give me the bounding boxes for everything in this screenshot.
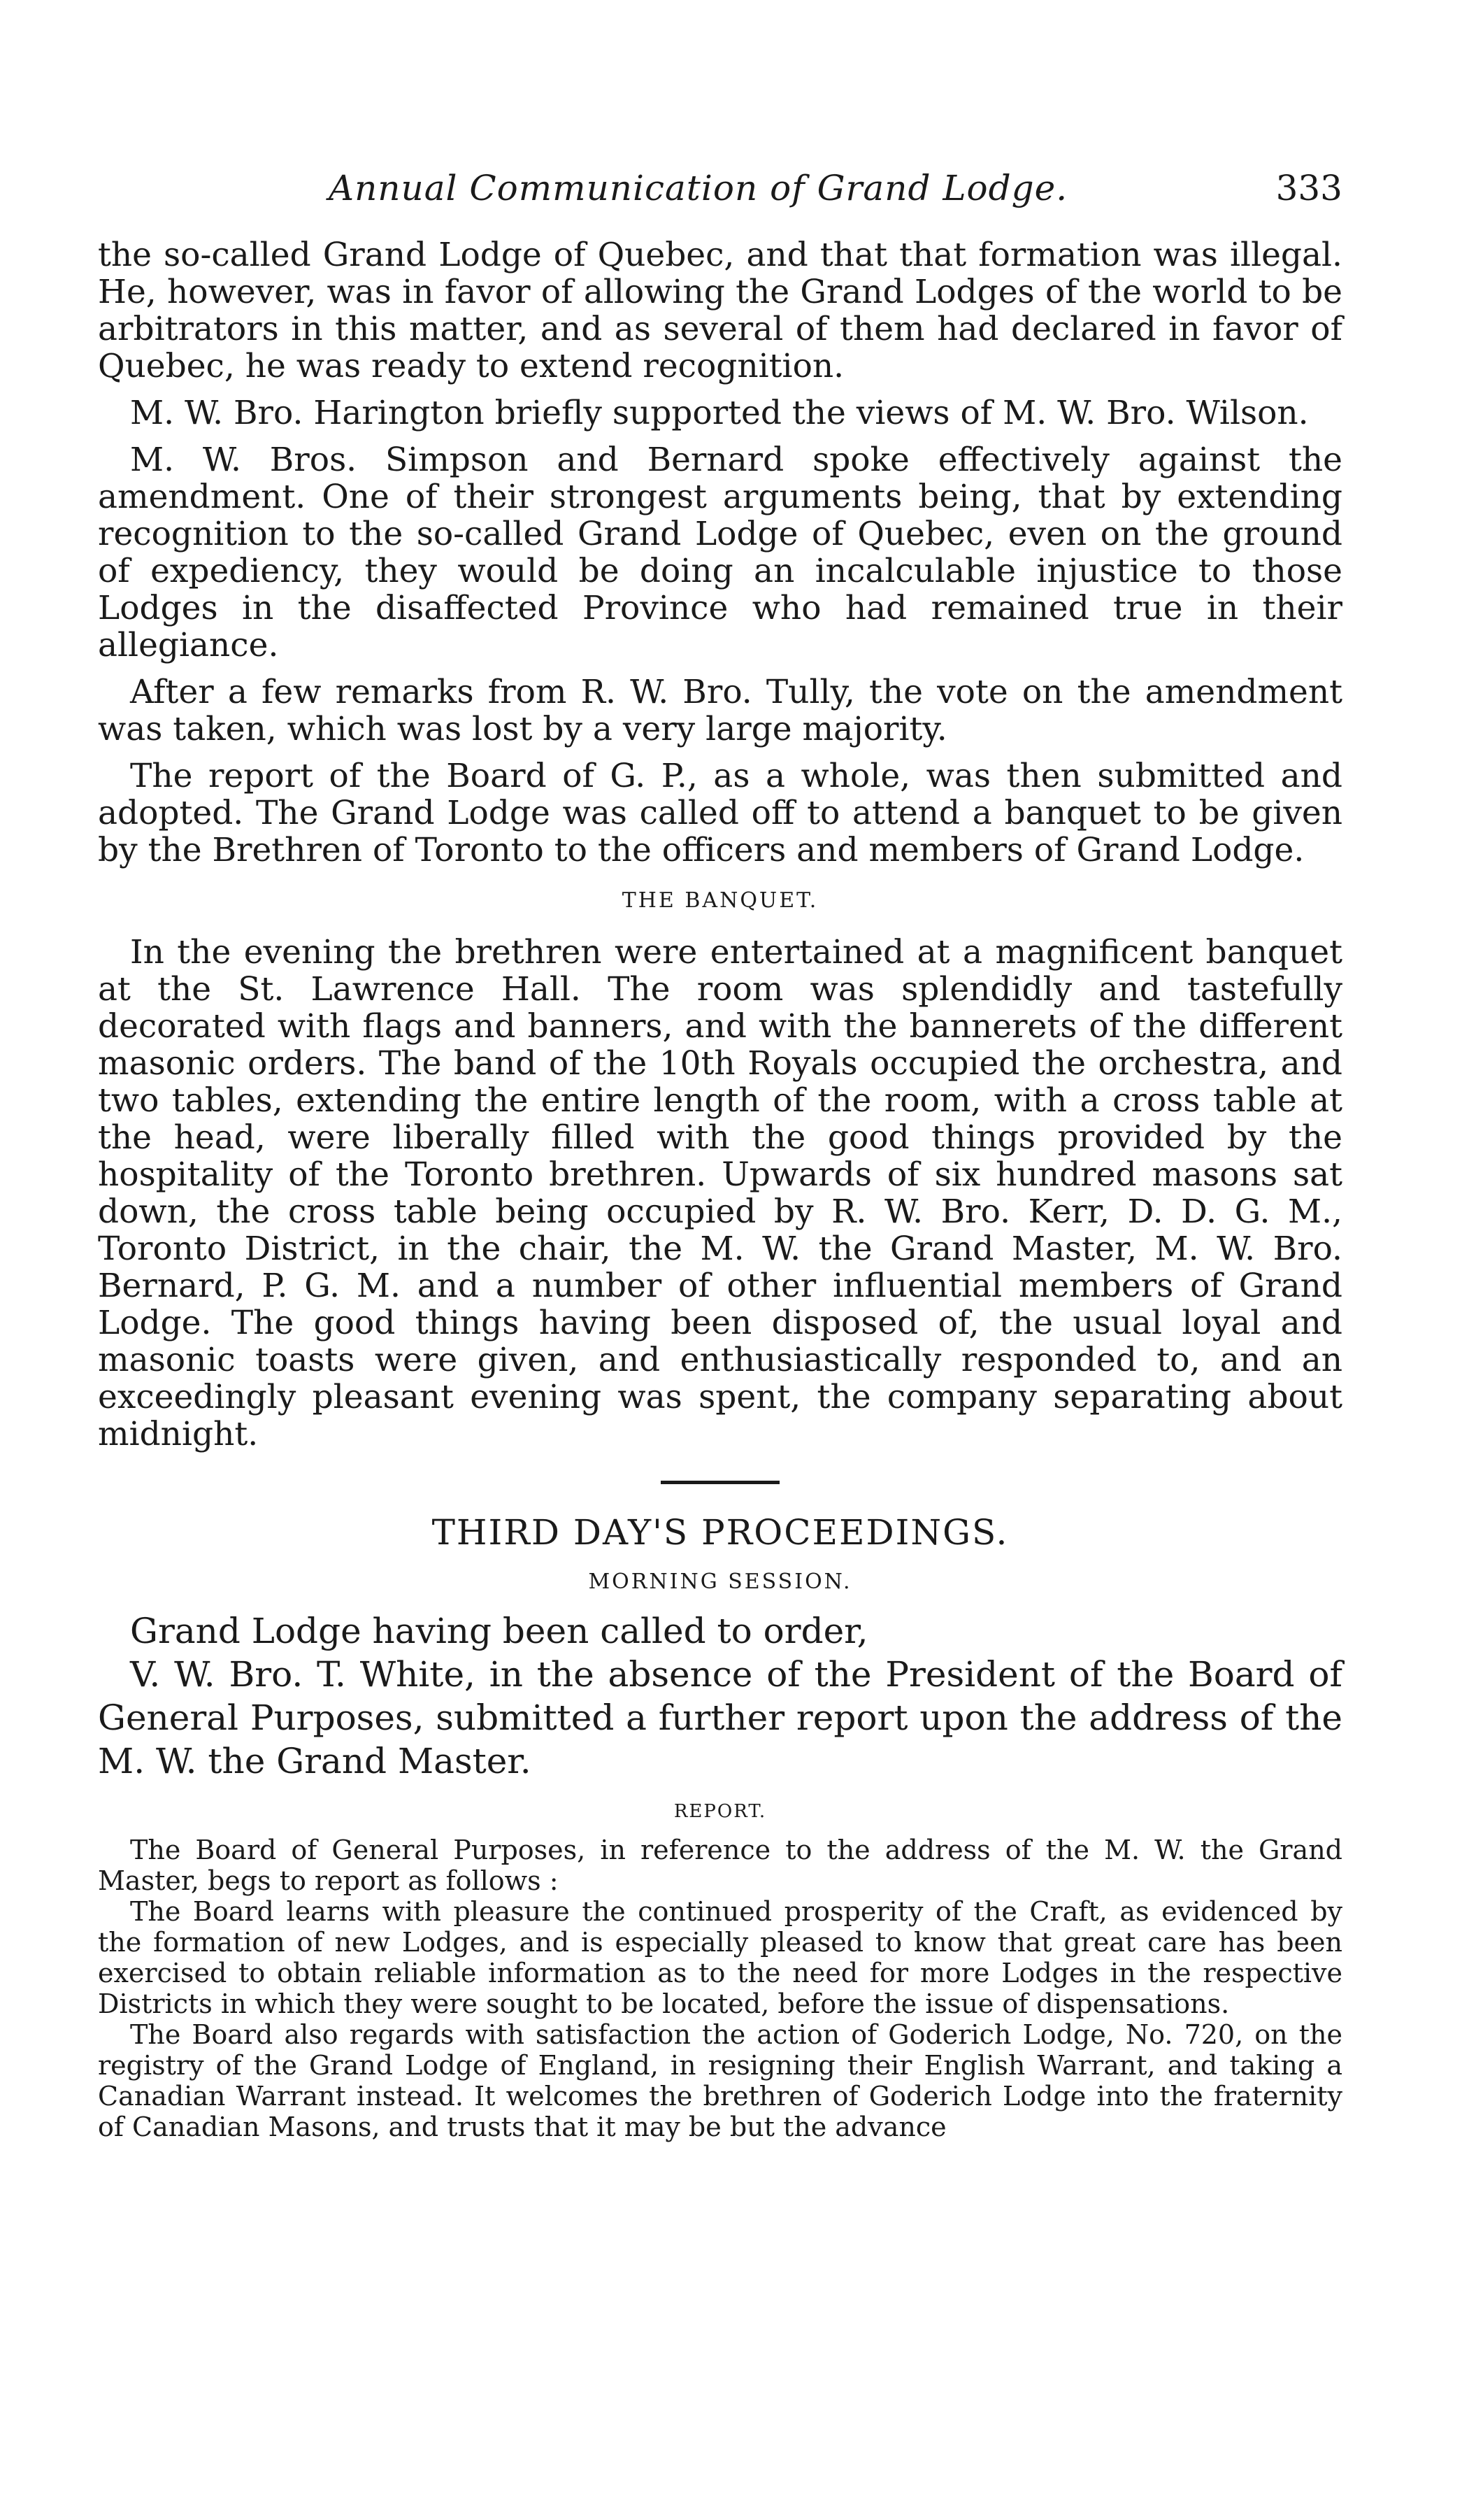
continued-paragraph: the so-called Grand Lodge of Quebec, and that that formation was illegal. He, however, was in favor of allowing the Grand Lodges of the world to be arbitrators in this matter, and as several of them had declared in favor of Quebec, he was ready to extend recognition. bbox=[98, 236, 1342, 385]
paragraph-harington: M. W. Bro. Harington briefly supported the views of M. W. Bro. Wilson. bbox=[130, 394, 1309, 432]
running-title: Annual Communication of Grand Lodge. bbox=[329, 168, 1068, 208]
paragraph-simpson-bernard: M. W. Bros. Simpson and Bernard spoke effectively against the amendment. One of their strongest arguments being, that by extending recognition to the so-called Grand Lodge of Quebec, even on the ground of expediency, they would be doing an incalculable injustice to those Lodges in the disaffected Province who had remained true in their allegiance. bbox=[98, 441, 1342, 664]
called-to-order-paragraph: Grand Lodge having been called to order, bbox=[130, 1611, 868, 1651]
paragraph-tully-vote: After a few remarks from R. W. Bro. Tully, the vote on the amendment was taken, which was lost by a very large majority. bbox=[98, 673, 1342, 748]
running-header bbox=[98, 168, 1342, 224]
section-divider bbox=[661, 1481, 780, 1484]
page-number: 333 bbox=[1275, 168, 1342, 208]
report-paragraph-prosperity: The Board learns with pleasure the continued prosperity of the Craft, as evidenced by the formation of new Lodges, and is especially pleased to know that great care has been exercised to obtain reliable information as to the need for more Lodges in the respective Districts in which they were sought to be located, before the issue of dispensations. bbox=[98, 1896, 1342, 2019]
banquet-heading: THE BANQUET. bbox=[622, 888, 819, 913]
document-page bbox=[98, 168, 1342, 2142]
white-report-paragraph: V. W. Bro. T. White, in the absence of the President of the Board of General Purposes, submitted a further report upon the address of the M. W. the Grand Master. bbox=[98, 1654, 1342, 1781]
report-heading: REPORT. bbox=[673, 1801, 767, 1822]
paragraph-report-adopted: The report of the Board of G. P., as a whole, was then submitted and adopted. The Grand Lodge was called off to attend a banquet to be given by the Brethren of Toronto to the officers and members of Grand Lodge. bbox=[98, 757, 1342, 869]
report-paragraph-intro: The Board of General Purposes, in reference to the address of the M. W. the Grand Master, begs to report as follows : bbox=[98, 1835, 1342, 1896]
report-paragraph-goderich: The Board also regards with satisfaction the action of Goderich Lodge, No. 720, on the registry of the Grand Lodge of England, in resigning their English Warrant, and taking a Canadian Warrant instead. It welcomes the brethren of Goderich Lodge into the fraternity of Canadian Masons, and trusts that it may be but the advance bbox=[98, 2019, 1342, 2142]
banquet-paragraph: In the evening the brethren were entertained at a magnificent banquet at the St. Lawrence Hall. The room was splendidly and tastefully decorated with flags and banners, and with the bannerets of the different masonic orders. The band of the 10th Royals occupied the orchestra, and two tables, extending the entire length of the room, with a cross table at the head, were liberally filled with the good things provided by the hospitality of the Toronto brethren. Upwards of six hundred masons sat down, the cross table being occupied by R. W. Bro. Kerr, D. D. G. M., Toronto District, in the chair, the M. W. the Grand Master, M. W. Bro. Bernard, P. G. M. and a number of other influential members of Grand Lodge. The good things having been disposed of, the usual loyal and masonic toasts were given, and enthusiastically responded to, and an exceedingly pleasant evening was spent, the company separating about midnight. bbox=[98, 933, 1342, 1453]
third-day-heading: THIRD DAY'S PROCEEDINGS. bbox=[431, 1512, 1009, 1553]
morning-session-heading: MORNING SESSION. bbox=[588, 1569, 852, 1594]
